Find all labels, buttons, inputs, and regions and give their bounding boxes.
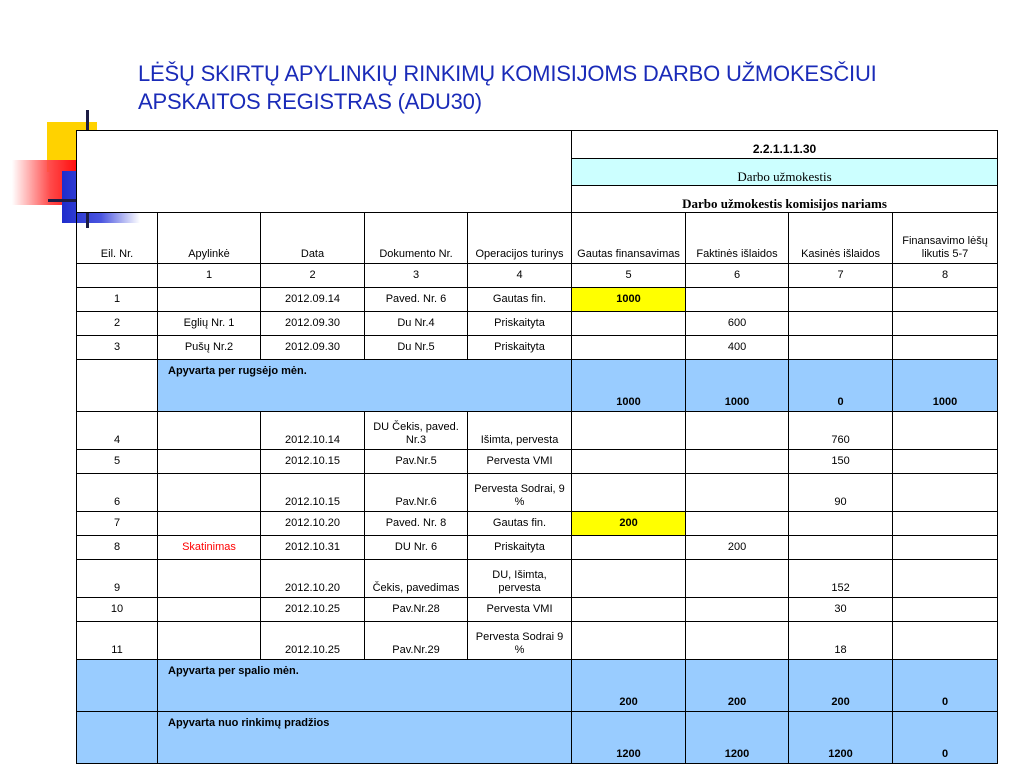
cell-date: 2012.10.14 <box>261 412 365 450</box>
cell-actual <box>686 412 789 450</box>
cell-operation: Gautas fin. <box>468 512 572 536</box>
table-row <box>77 336 998 360</box>
table-row <box>77 622 998 660</box>
cell-actual <box>686 450 789 474</box>
cell-apylinke <box>158 598 261 622</box>
header-blank-area <box>77 131 572 213</box>
cell-apylinke <box>158 412 261 450</box>
summary-blank-cell <box>77 660 158 712</box>
column-header: Apylinkė <box>158 213 261 264</box>
summary-received: 1200 <box>572 712 686 764</box>
cell-cash: 18 <box>789 622 893 660</box>
column-header: Eil. Nr. <box>77 213 158 264</box>
cell-actual: 600 <box>686 312 789 336</box>
cell-actual <box>686 512 789 536</box>
cell-balance <box>893 450 998 474</box>
cell-cash: 760 <box>789 412 893 450</box>
cell-date: 2012.09.30 <box>261 336 365 360</box>
column-number <box>77 264 158 288</box>
cell-operation: Pervesta VMI <box>468 450 572 474</box>
table-row <box>77 536 998 560</box>
cell-balance <box>893 336 998 360</box>
cell-document: DU Čekis, paved. Nr.3 <box>365 412 468 450</box>
register-table <box>76 130 998 764</box>
cell-cash: 30 <box>789 598 893 622</box>
table-row <box>77 512 998 536</box>
cell-date: 2012.10.25 <box>261 598 365 622</box>
column-number: 6 <box>686 264 789 288</box>
cell-apylinke <box>158 474 261 512</box>
cell-actual <box>686 560 789 598</box>
column-header-row <box>77 213 998 264</box>
account-code: 2.2.1.1.1.30 <box>572 131 998 159</box>
row-number: 1 <box>77 288 158 312</box>
column-header: Gautas finansavimas <box>572 213 686 264</box>
summary-label: Apyvarta per spalio mėn. <box>158 660 572 712</box>
row-number: 4 <box>77 412 158 450</box>
column-header: Kasinės išlaidos <box>789 213 893 264</box>
row-number: 11 <box>77 622 158 660</box>
cell-received <box>572 450 686 474</box>
column-number: 5 <box>572 264 686 288</box>
cell-document: Pav.Nr.29 <box>365 622 468 660</box>
cell-date: 2012.10.15 <box>261 450 365 474</box>
cell-date: 2012.10.15 <box>261 474 365 512</box>
cell-received <box>572 536 686 560</box>
summary-label: Apyvarta per rugsėjo mėn. <box>158 360 572 412</box>
summary-actual: 1200 <box>686 712 789 764</box>
column-number: 8 <box>893 264 998 288</box>
cell-date: 2012.10.25 <box>261 622 365 660</box>
summary-balance: 0 <box>893 712 998 764</box>
summary-cash: 200 <box>789 660 893 712</box>
table-row <box>77 312 998 336</box>
cell-document: Čekis, pavedimas <box>365 560 468 598</box>
cell-cash <box>789 336 893 360</box>
summary-cash: 1200 <box>789 712 893 764</box>
summary-blank-cell <box>77 360 158 412</box>
row-number: 7 <box>77 512 158 536</box>
row-number: 9 <box>77 560 158 598</box>
column-number: 1 <box>158 264 261 288</box>
row-number: 5 <box>77 450 158 474</box>
row-number: 3 <box>77 336 158 360</box>
group-header: Darbo užmokestis <box>572 159 998 186</box>
cell-balance <box>893 536 998 560</box>
cell-operation: Pervesta Sodrai, 9 % <box>468 474 572 512</box>
cell-date: 2012.10.20 <box>261 560 365 598</box>
cell-document: Paved. Nr. 6 <box>365 288 468 312</box>
cell-cash: 150 <box>789 450 893 474</box>
table-row <box>77 560 998 598</box>
cell-document: DU Nr. 6 <box>365 536 468 560</box>
cell-balance <box>893 560 998 598</box>
column-number: 3 <box>365 264 468 288</box>
summary-cash: 0 <box>789 360 893 412</box>
cell-operation: Priskaityta <box>468 536 572 560</box>
column-header: Faktinės išlaidos <box>686 213 789 264</box>
cell-actual: 400 <box>686 336 789 360</box>
row-number: 10 <box>77 598 158 622</box>
table-row <box>77 288 998 312</box>
cell-balance <box>893 598 998 622</box>
summary-row-total <box>77 712 998 764</box>
cell-received <box>572 622 686 660</box>
cell-document: Du Nr.5 <box>365 336 468 360</box>
row-number: 2 <box>77 312 158 336</box>
cell-apylinke <box>158 622 261 660</box>
table-row <box>77 412 998 450</box>
cell-actual <box>686 622 789 660</box>
cell-apylinke: Skatinimas <box>158 536 261 560</box>
column-header: Finansavimo lėšų likutis 5-7 <box>893 213 998 264</box>
cell-operation: Priskaityta <box>468 312 572 336</box>
cell-balance <box>893 412 998 450</box>
cell-operation: Išimta, pervesta <box>468 412 572 450</box>
cell-document: Pav.Nr.6 <box>365 474 468 512</box>
cell-date: 2012.09.30 <box>261 312 365 336</box>
summary-row-september <box>77 360 998 412</box>
column-number: 7 <box>789 264 893 288</box>
cell-actual <box>686 598 789 622</box>
cell-operation: Pervesta VMI <box>468 598 572 622</box>
summary-actual: 200 <box>686 660 789 712</box>
cell-date: 2012.09.14 <box>261 288 365 312</box>
cell-received <box>572 598 686 622</box>
row-number: 8 <box>77 536 158 560</box>
cell-actual <box>686 474 789 512</box>
cell-document: Pav.Nr.5 <box>365 450 468 474</box>
cell-cash <box>789 312 893 336</box>
summary-actual: 1000 <box>686 360 789 412</box>
page-title: LĖŠŲ SKIRTŲ APYLINKIŲ RINKIMŲ KOMISIJOMS DARBO UŽMOKESČIUI APSKAITOS REGISTRAS (ADU30) <box>138 61 877 114</box>
cell-apylinke <box>158 560 261 598</box>
summary-received: 1000 <box>572 360 686 412</box>
cell-apylinke <box>158 288 261 312</box>
column-number-row <box>77 264 998 288</box>
cell-operation: Priskaityta <box>468 336 572 360</box>
cell-actual <box>686 288 789 312</box>
column-number: 2 <box>261 264 365 288</box>
cell-cash: 90 <box>789 474 893 512</box>
table-row <box>77 598 998 622</box>
row-number: 6 <box>77 474 158 512</box>
cell-apylinke <box>158 450 261 474</box>
cell-cash <box>789 536 893 560</box>
table-row <box>77 450 998 474</box>
summary-label: Apyvarta nuo rinkimų pradžios <box>158 712 572 764</box>
cell-operation: Gautas fin. <box>468 288 572 312</box>
table-row <box>77 474 998 512</box>
cell-received-highlight: 1000 <box>572 288 686 312</box>
cell-balance <box>893 622 998 660</box>
cell-cash <box>789 512 893 536</box>
cell-operation: DU, Išimta, pervesta <box>468 560 572 598</box>
column-header: Operacijos turinys <box>468 213 572 264</box>
cell-received <box>572 312 686 336</box>
cell-balance <box>893 288 998 312</box>
cell-actual: 200 <box>686 536 789 560</box>
cell-apylinke <box>158 512 261 536</box>
column-header: Dokumento Nr. <box>365 213 468 264</box>
cell-apylinke: Eglių Nr. 1 <box>158 312 261 336</box>
cell-apylinke: Pušų Nr.2 <box>158 336 261 360</box>
column-number: 4 <box>468 264 572 288</box>
cell-received <box>572 474 686 512</box>
cell-date: 2012.10.20 <box>261 512 365 536</box>
summary-row-october <box>77 660 998 712</box>
cell-document: Pav.Nr.28 <box>365 598 468 622</box>
summary-blank-cell <box>77 712 158 764</box>
cell-cash: 152 <box>789 560 893 598</box>
cell-document: Paved. Nr. 8 <box>365 512 468 536</box>
summary-received: 200 <box>572 660 686 712</box>
cell-received-highlight: 200 <box>572 512 686 536</box>
column-header: Data <box>261 213 365 264</box>
cell-received <box>572 336 686 360</box>
cell-received <box>572 560 686 598</box>
cell-document: Du Nr.4 <box>365 312 468 336</box>
summary-balance: 0 <box>893 660 998 712</box>
cell-balance <box>893 474 998 512</box>
summary-balance: 1000 <box>893 360 998 412</box>
cell-balance <box>893 312 998 336</box>
cell-date: 2012.10.31 <box>261 536 365 560</box>
subgroup-header: Darbo užmokestis komisijos nariams <box>572 186 998 213</box>
cell-received <box>572 412 686 450</box>
cell-balance <box>893 512 998 536</box>
cell-cash <box>789 288 893 312</box>
cell-operation: Pervesta Sodrai 9 % <box>468 622 572 660</box>
